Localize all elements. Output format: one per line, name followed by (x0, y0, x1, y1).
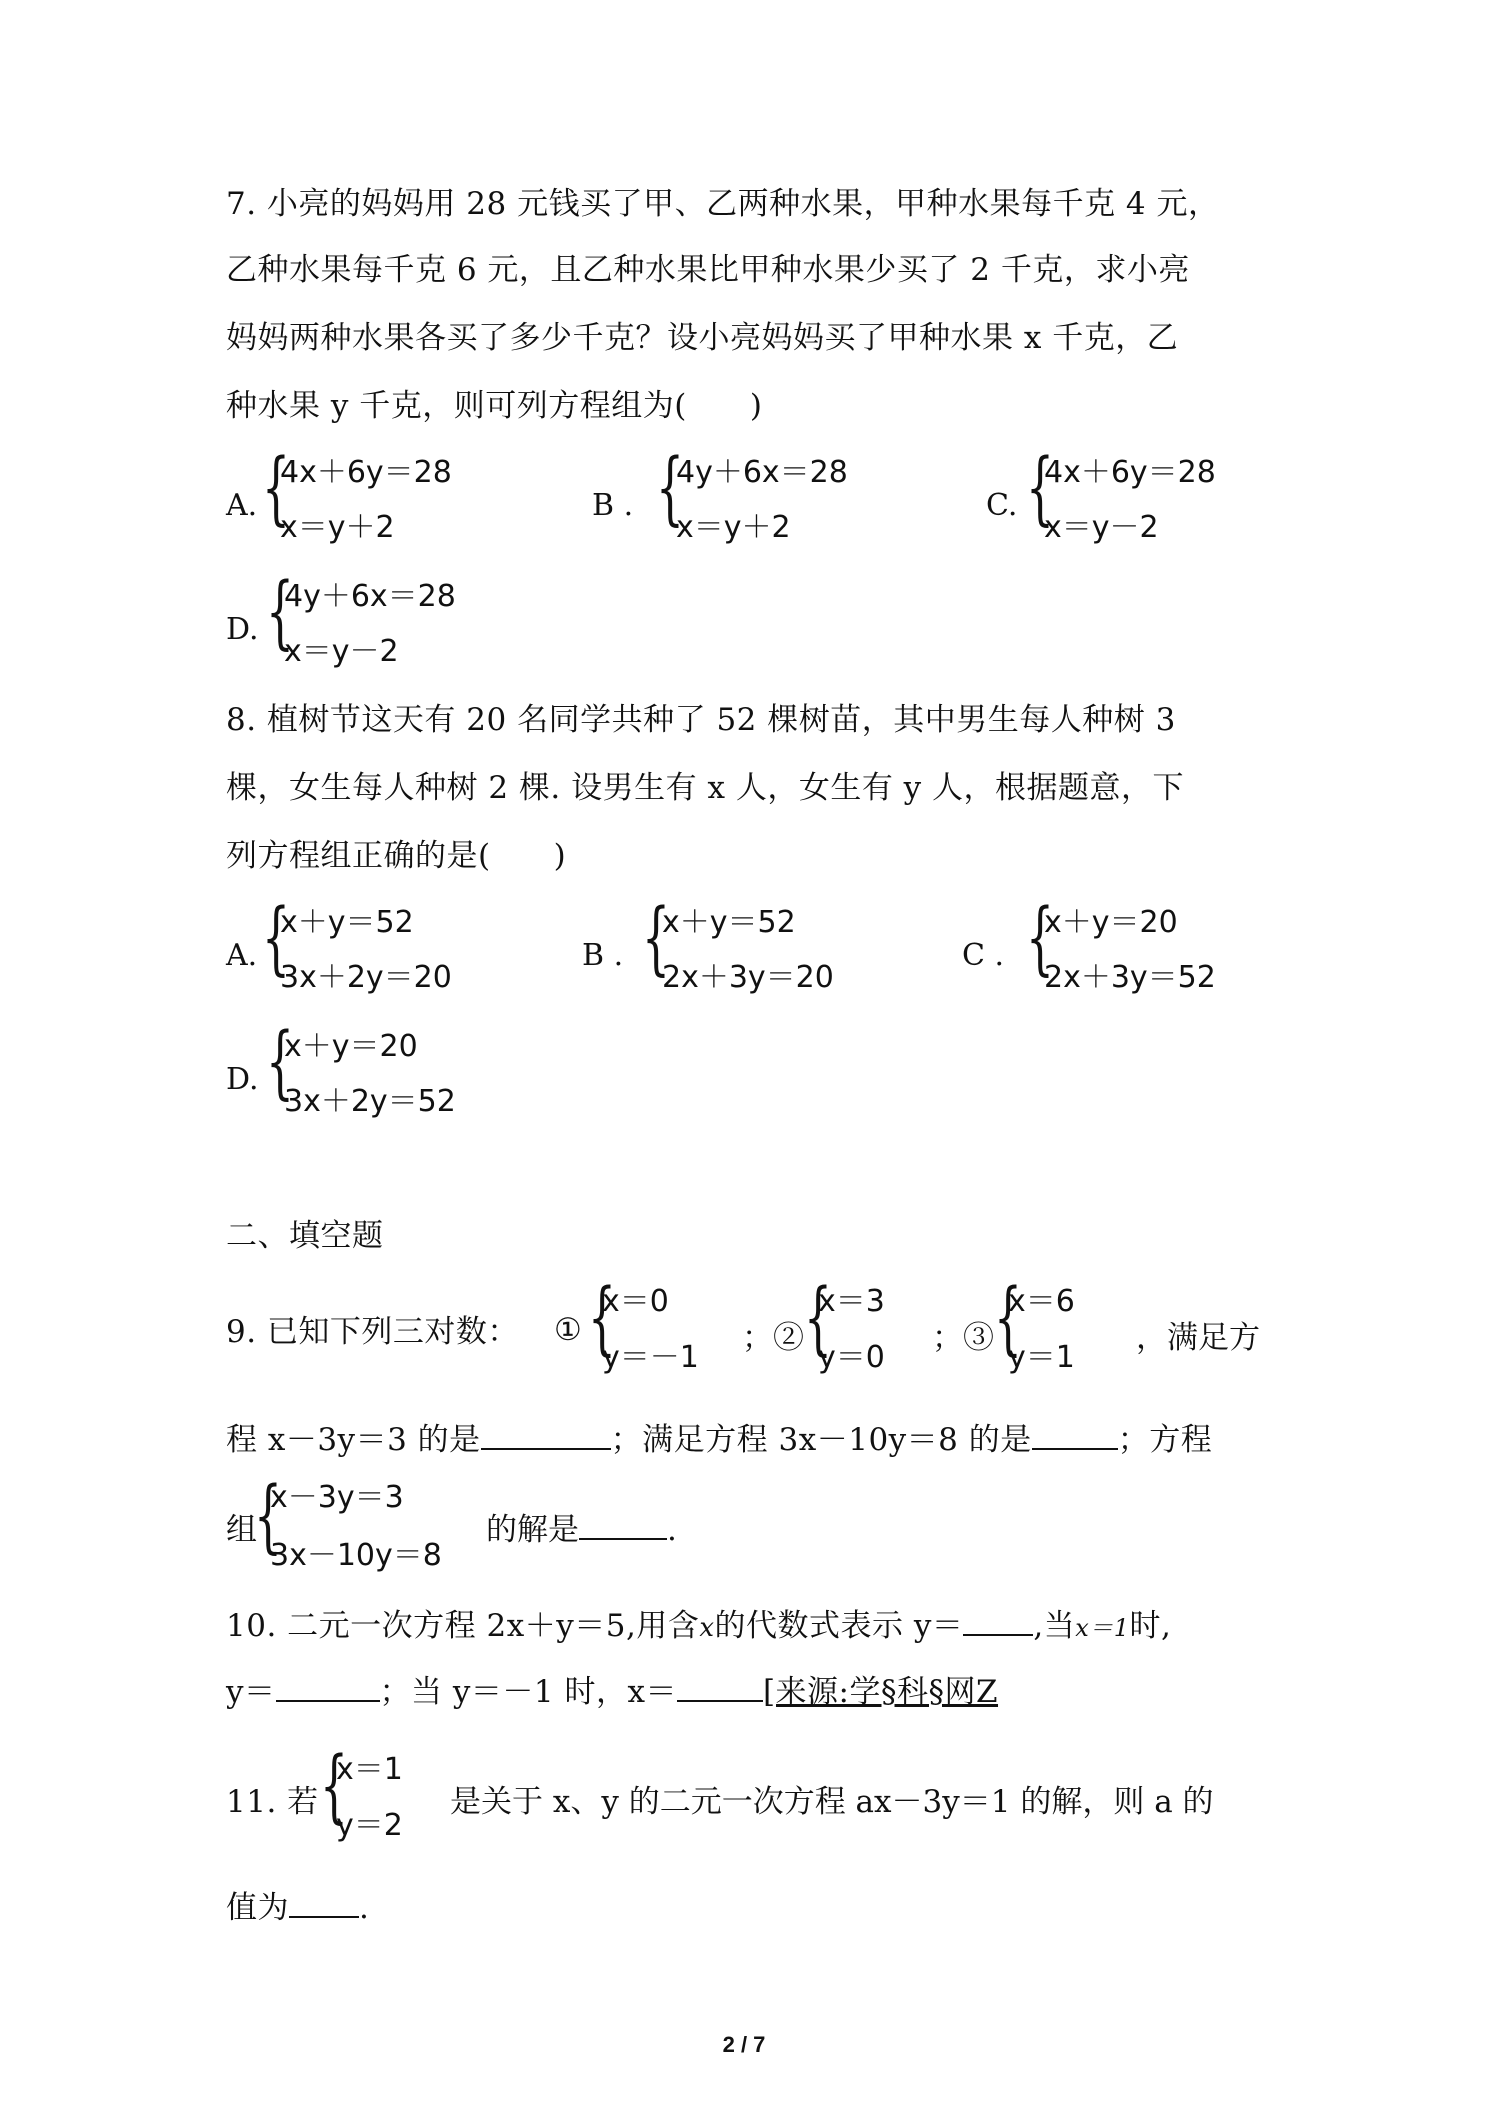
q9-line3-rest (486, 1510, 677, 1550)
q8-option-a-eq1: x＋y＝52 (280, 905, 414, 940)
q10-text-b: 的代数式表示 y＝ (714, 1608, 964, 1644)
q8-option-b-eq1: x＋y＝52 (662, 905, 796, 940)
q11-prefix: 11. 若 (226, 1784, 319, 1820)
q9-pair-1-eq2: y＝－1 (602, 1340, 699, 1375)
q7-option-b-brace: { (656, 441, 684, 534)
q9-system-eq1: x－3y＝3 (270, 1480, 404, 1515)
q9-pair-2-eq2: y＝0 (818, 1340, 885, 1375)
q10-text-e: y＝ (226, 1674, 276, 1710)
q11-brace: { (320, 1739, 348, 1832)
q10-source-watermark: [来源:学§科§网Z (762, 1674, 999, 1710)
q8-option-c-eq2: 2x＋3y＝52 (1044, 960, 1216, 995)
q9-blank-1[interactable] (481, 1420, 611, 1450)
q8-option-d-brace: { (266, 1015, 294, 1108)
q11-period: . (359, 1890, 370, 1926)
q8-option-a-brace: { (262, 891, 290, 984)
q7-option-b-eq2: x＝y＋2 (676, 510, 791, 545)
q8-option-a-eq2: 3x＋2y＝20 (280, 960, 452, 995)
q9-pair-3-eq2: y＝1 (1008, 1340, 1075, 1375)
q9-pair-1-brace: { (588, 1271, 616, 1364)
q10-blank-2[interactable] (276, 1672, 380, 1702)
q9-intro: 9. 已知下列三对数： (226, 1314, 519, 1350)
q7-option-c-eq2: x＝y－2 (1044, 510, 1159, 545)
section-title: 二、填空题 (226, 1218, 384, 1254)
q9-pair-2-mark: ；② (742, 1320, 804, 1356)
q8-option-a-label: A. (226, 938, 258, 973)
q9-tail: ，满足方 (1136, 1320, 1260, 1356)
q11-eq2: y＝2 (336, 1808, 403, 1843)
q9-line3-text: 的解是 (486, 1512, 579, 1548)
q8-line-2: 棵，女生每人种树 2 棵. 设男生有 x 人，女生有 y 人，根据题意，下 (226, 770, 1185, 806)
page-number: 2 / 7 (722, 2032, 766, 2057)
q10-blank-3[interactable] (677, 1672, 763, 1702)
q11-text-b: 值为 (226, 1890, 289, 1926)
q9-line-2 (226, 1420, 1212, 1460)
q9-pair-1-mark: ① (554, 1312, 582, 1348)
q11-text: 是关于 x、y 的二元一次方程 ax－3y＝1 的解，则 a 的 (450, 1784, 1214, 1820)
q7-option-c-brace: { (1026, 441, 1054, 534)
q9-pair-3-eq1: x＝6 (1008, 1284, 1075, 1319)
q8-option-b-label: B . (582, 938, 624, 973)
q7-option-d-eq2: x＝y－2 (284, 634, 399, 669)
q10-blank-1[interactable] (963, 1606, 1033, 1636)
q10-condition: x＝1 (1075, 1614, 1130, 1642)
q8-option-c-brace: { (1026, 891, 1054, 984)
q9-line2-text-c: ；方程 (1117, 1422, 1213, 1458)
q9-pair-3-mark: ；③ (932, 1320, 994, 1356)
q9-pair-2-eq1: x＝3 (818, 1284, 885, 1319)
q9-blank-2[interactable] (1032, 1420, 1118, 1450)
q9-system-eq2: 3x－10y＝8 (270, 1538, 442, 1573)
q8-option-b-eq2: 2x＋3y＝20 (662, 960, 834, 995)
q7-option-b-eq1: 4y＋6x＝28 (676, 455, 848, 490)
q10-line-1 (226, 1606, 1171, 1648)
q10-text-f: ；当 y＝－1 时，x＝ (379, 1674, 677, 1710)
q11-blank[interactable] (289, 1888, 359, 1918)
q7-option-a-eq2: x＝y＋2 (280, 510, 395, 545)
q8-option-c-eq1: x＋y＝20 (1044, 905, 1178, 940)
q10-text-d: 时, (1129, 1608, 1172, 1644)
q9-line3-prefix: 组 (226, 1512, 258, 1548)
q8-line-3: 列方程组正确的是( ) (226, 838, 567, 874)
q11-line-2 (226, 1888, 369, 1928)
q7-line-3: 妈妈两种水果各买了多少千克？设小亮妈妈买了甲种水果 x 千克，乙 (226, 320, 1179, 356)
q9-system-brace: { (254, 1469, 282, 1562)
q9-line3-period: . (667, 1512, 677, 1548)
q9-line2-text-b: ；满足方程 3x－10y＝8 的是 (610, 1422, 1032, 1458)
q7-line-1: 7. 小亮的妈妈用 28 元钱买了甲、乙两种水果，甲种水果每千克 4 元， (226, 186, 1220, 222)
q7-option-a-brace: { (262, 441, 290, 534)
q7-line-2: 乙种水果每千克 6 元，且乙种水果比甲种水果少买了 2 千克，求小亮 (226, 252, 1190, 288)
q8-option-d-label: D. (226, 1062, 259, 1097)
q8-option-c-label: C . (962, 938, 1005, 973)
q10-line-2 (226, 1672, 998, 1712)
q10-text-c: ,当 (1033, 1608, 1076, 1644)
q11-eq1: x＝1 (336, 1752, 403, 1787)
q7-option-d-label: D. (226, 612, 259, 647)
q8-option-b-brace: { (642, 891, 670, 984)
q10-text-a: 10. 二元一次方程 2x＋y＝5,用含 (226, 1608, 700, 1644)
q7-option-a-eq1: 4x＋6y＝28 (280, 455, 452, 490)
q7-option-c-label: C. (986, 488, 1018, 523)
q9-pair-2-brace: { (804, 1271, 832, 1364)
q7-option-a-label: A. (226, 488, 258, 523)
q9-blank-3[interactable] (579, 1510, 667, 1540)
q9-line2-text-a: 程 x－3y＝3 的是 (226, 1422, 481, 1458)
q8-option-d-eq1: x＋y＝20 (284, 1029, 418, 1064)
q9-pair-3-brace: { (994, 1271, 1022, 1364)
q8-option-d-eq2: 3x＋2y＝52 (284, 1084, 456, 1119)
q7-option-d-brace: { (266, 565, 294, 658)
q10-var-x: x (699, 1613, 715, 1643)
q7-option-b-label: B . (592, 488, 634, 523)
q8-line-1: 8. 植树节这天有 20 名同学共种了 52 棵树苗，其中男生每人种树 3 (226, 702, 1176, 738)
q7-line-4: 种水果 y 千克，则可列方程组为( ) (226, 388, 763, 424)
q7-option-c-eq1: 4x＋6y＝28 (1044, 455, 1216, 490)
q7-option-d-eq1: 4y＋6x＝28 (284, 579, 456, 614)
q9-pair-1-eq1: x＝0 (602, 1284, 669, 1319)
